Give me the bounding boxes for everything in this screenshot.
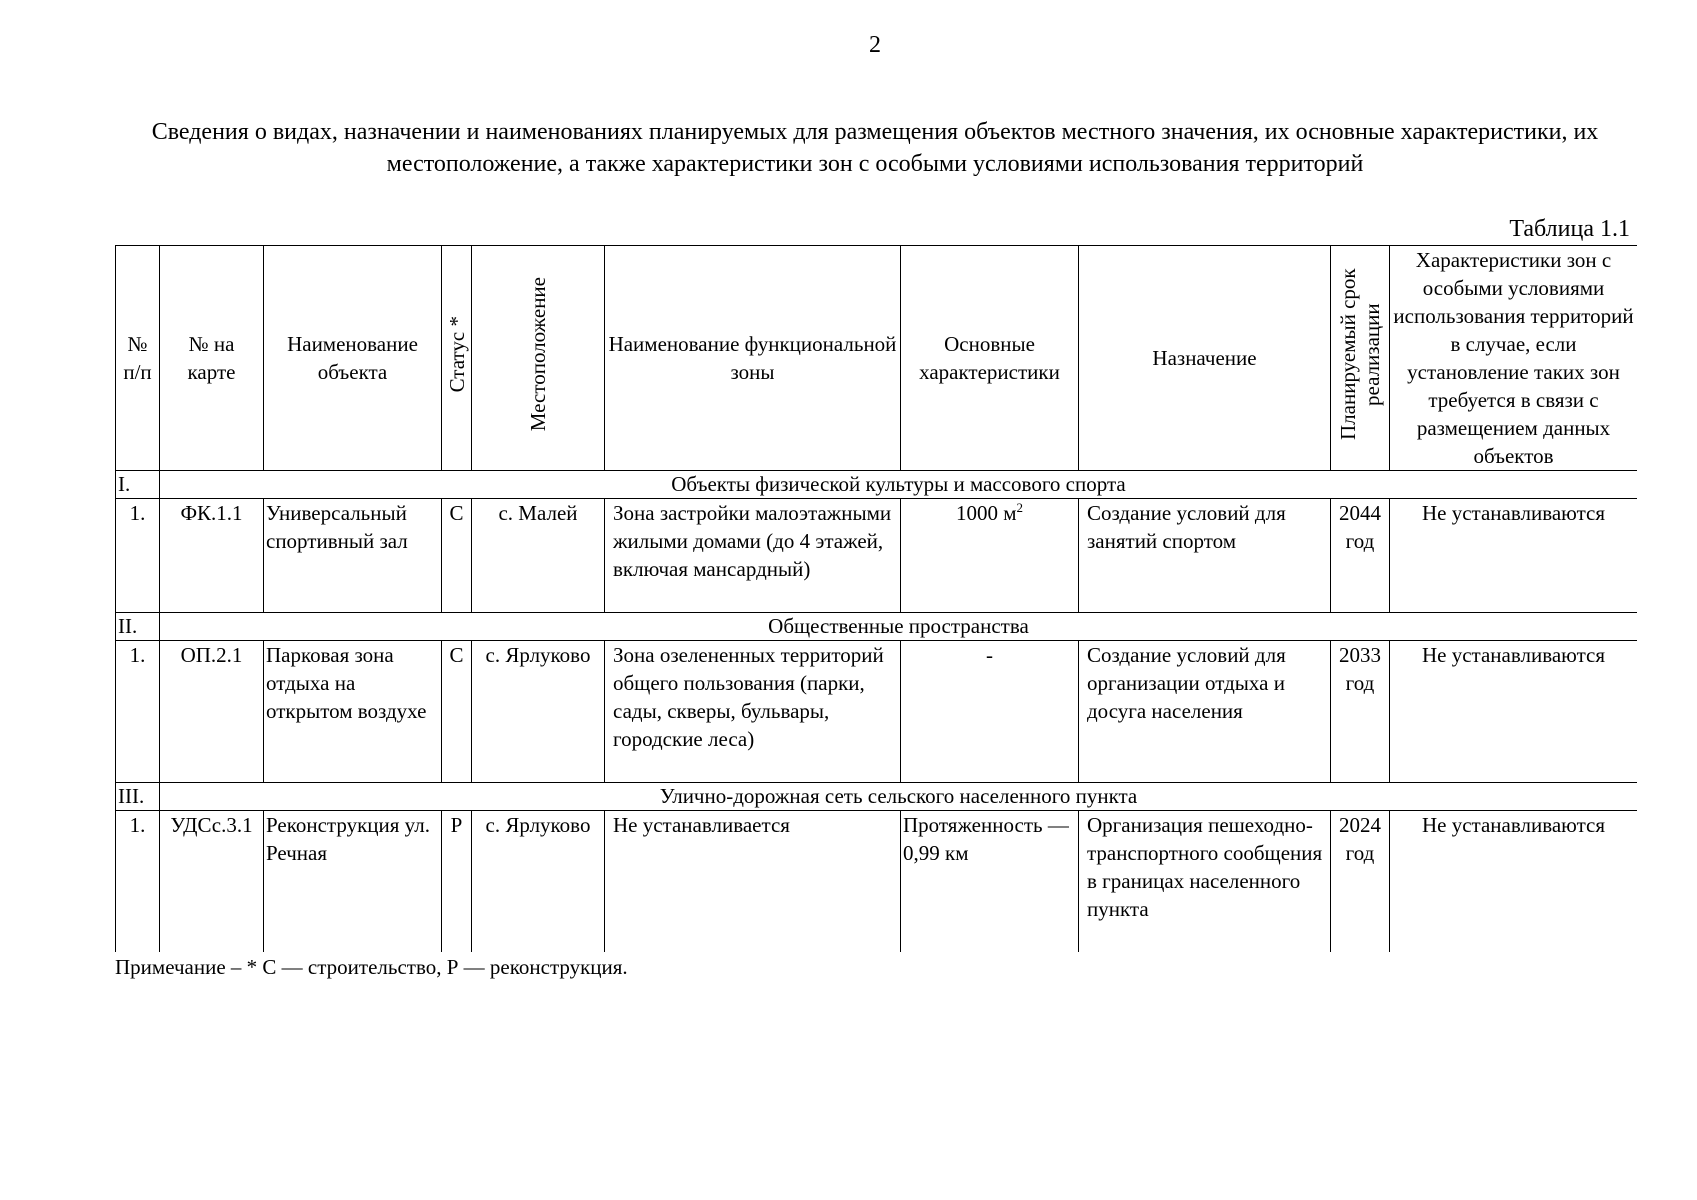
section-title: Объекты физической культуры и массового спорта xyxy=(160,471,1638,499)
section-row xyxy=(116,471,1638,499)
cell-zone: Не устанавливается xyxy=(605,811,901,953)
section-num: II. xyxy=(116,613,160,641)
cell-status: С xyxy=(442,641,472,783)
chars-value: 1000 м xyxy=(955,501,1017,525)
section-row xyxy=(116,783,1638,811)
cell-zone: Зона озелененных территорий общего пользования (парки, сады, скверы, бульвары, городские леса) xyxy=(605,641,901,783)
cell-location: с. Малей xyxy=(472,499,605,613)
header-status-label: Статус * xyxy=(444,316,469,393)
cell-chars: - xyxy=(901,641,1079,783)
cell-purpose: Создание условий для занятий спортом xyxy=(1079,499,1331,613)
header-zone-chars: Характеристики зон с особыми условиями использования территорий в случае, если установление таких зон требуется в связи с размещением данных объектов xyxy=(1390,246,1638,471)
section-title: Общественные пространства xyxy=(160,613,1638,641)
header-map-num: № на карте xyxy=(160,246,264,471)
cell-location: с. Ярлуково xyxy=(472,641,605,783)
cell-map-num: ФК.1.1 xyxy=(160,499,264,613)
section-num: I. xyxy=(116,471,160,499)
header-chars: Основные характеристики xyxy=(901,246,1079,471)
cell-purpose: Организация пешеходно-транспортного сообщения в границах населенного пункта xyxy=(1079,811,1331,953)
page-number: 2 xyxy=(869,32,881,58)
cell-term: 2033 год xyxy=(1331,641,1390,783)
header-purpose: Назначение xyxy=(1079,246,1331,471)
cell-status: Р xyxy=(442,811,472,953)
cell-chars xyxy=(901,499,1079,613)
cell-term: 2024 год xyxy=(1331,811,1390,953)
cell-name: Универсальный спортивный зал xyxy=(264,499,442,613)
table-label: Таблица 1.1 xyxy=(1509,216,1630,242)
cell-map-num: ОП.2.1 xyxy=(160,641,264,783)
cell-chars: Протяженность — 0,99 км xyxy=(901,811,1079,953)
section-num: III. xyxy=(116,783,160,811)
table-row xyxy=(116,499,1638,613)
cell-location: с. Ярлуково xyxy=(472,811,605,953)
cell-term: 2044 год xyxy=(1331,499,1390,613)
cell-num: 1. xyxy=(116,811,160,953)
section-row xyxy=(116,613,1638,641)
objects-table xyxy=(115,245,1637,952)
cell-purpose: Создание условий для организации отдыха и досуга населения xyxy=(1079,641,1331,783)
header-term xyxy=(1331,246,1390,471)
header-zone: Наименование функциональной зоны xyxy=(605,246,901,471)
table-row xyxy=(116,811,1638,953)
cell-name: Парковая зона отдыха на открытом воздухе xyxy=(264,641,442,783)
cell-status: С xyxy=(442,499,472,613)
section-title: Улично-дорожная сеть сельского населенного пункта xyxy=(160,783,1638,811)
header-num: № п/п xyxy=(116,246,160,471)
cell-num: 1. xyxy=(116,499,160,613)
cell-zone-chars: Не устанавливаются xyxy=(1390,499,1638,613)
document-title: Сведения о видах, назначении и наименованиях планируемых для размещения объектов местного значения, их основные характеристики, их местоположение, а также характеристики зон с особыми условиями использования территорий xyxy=(151,119,1599,177)
chars-unit-sup: 2 xyxy=(1016,500,1024,515)
cell-zone-chars: Не устанавливаются xyxy=(1390,811,1638,953)
header-name: Наименование объекта xyxy=(264,246,442,471)
header-status xyxy=(442,246,472,471)
cell-num: 1. xyxy=(116,641,160,783)
table-container xyxy=(115,245,1637,952)
footnote: Примечание – * С — строительство, Р — реконструкция. xyxy=(115,955,628,979)
header-term-label: Планируемый срок реализации xyxy=(1336,268,1384,441)
table-row xyxy=(116,641,1638,783)
cell-zone-chars: Не устанавливаются xyxy=(1390,641,1638,783)
cell-map-num: УДСс.3.1 xyxy=(160,811,264,953)
cell-name: Реконструкция ул. Речная xyxy=(264,811,442,953)
header-location-label: Местоположение xyxy=(526,277,550,432)
header-location xyxy=(472,246,605,471)
cell-zone: Зона застройки малоэтажными жилыми домами (до 4 этажей, включая мансардный) xyxy=(605,499,901,613)
header-row xyxy=(116,246,1638,471)
